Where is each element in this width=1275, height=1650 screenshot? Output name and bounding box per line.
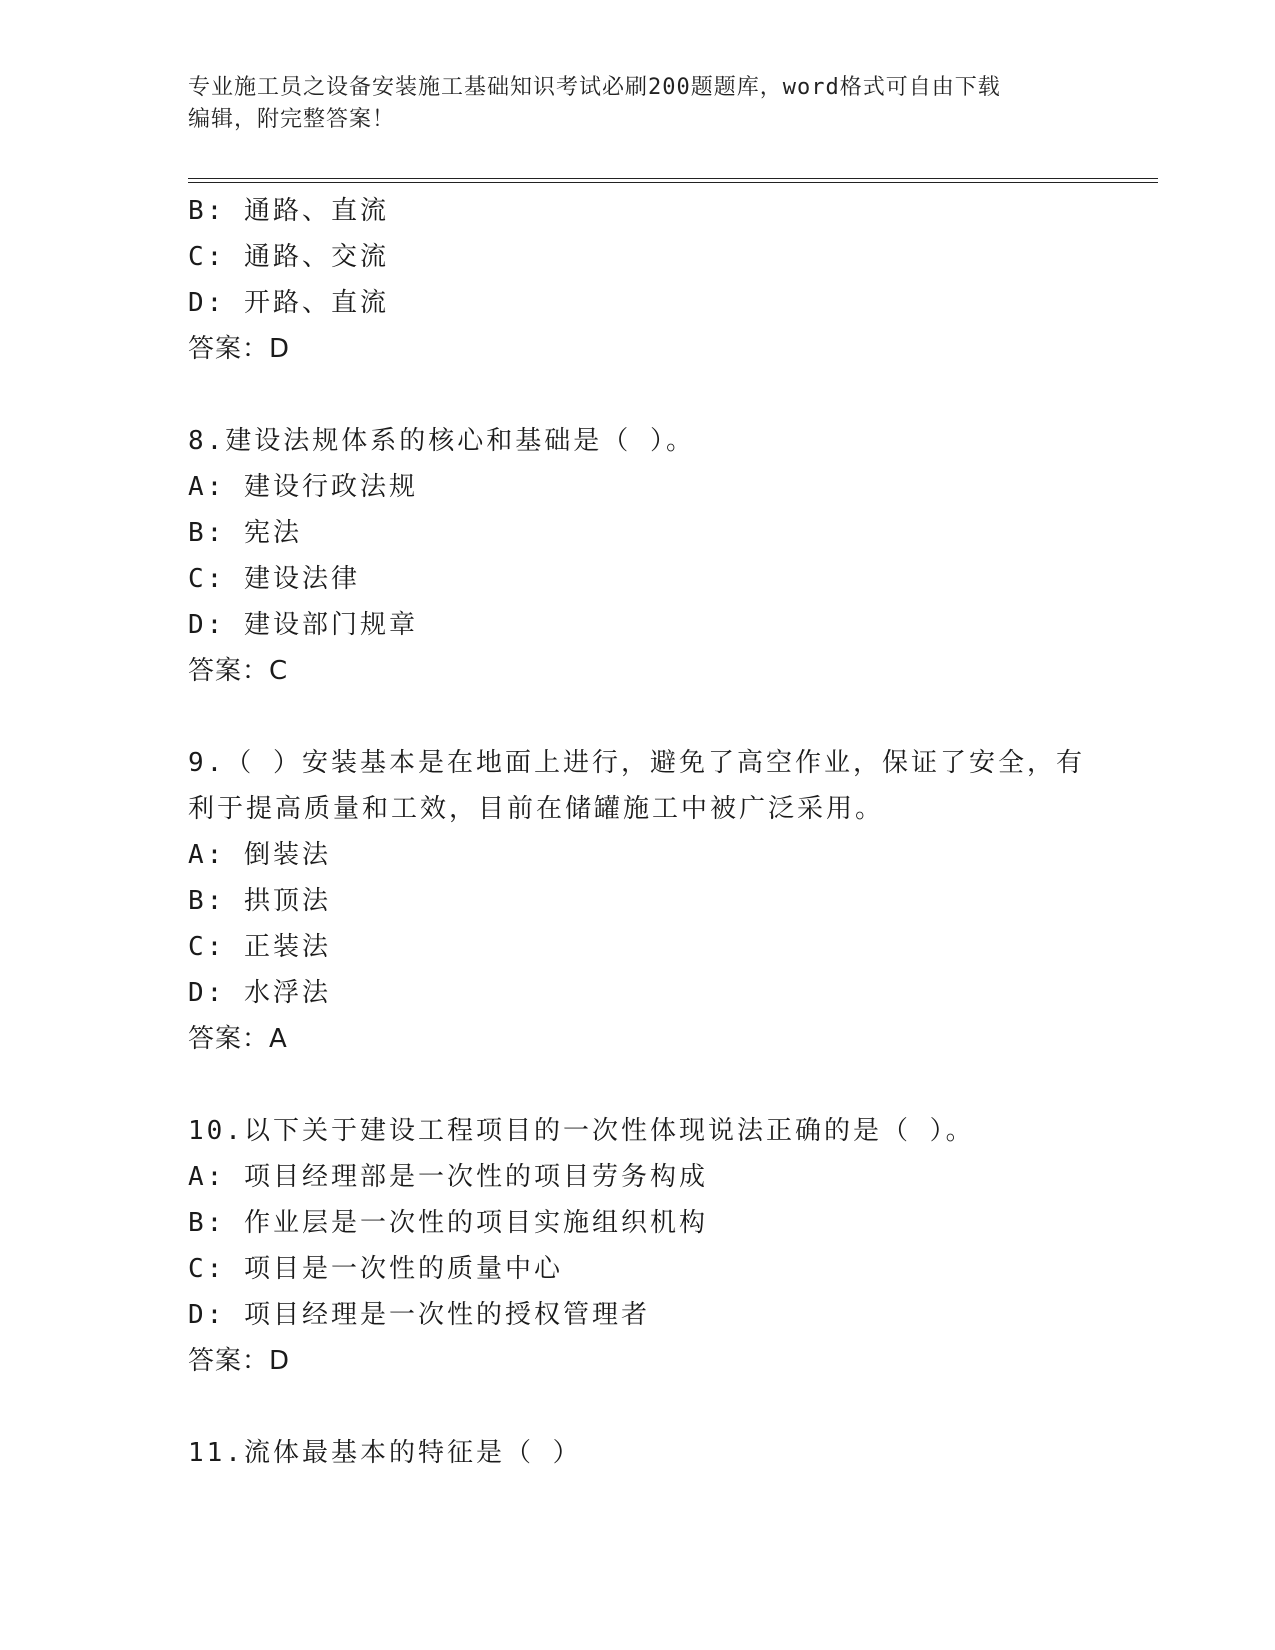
option-b [188, 510, 1088, 556]
answer: 答案：D [188, 1346, 291, 1376]
option-label: B: [188, 886, 226, 916]
option-text: 建设行政法规 [243, 472, 418, 502]
answer: 答案：D [188, 334, 291, 364]
question-stem: 11.流体最基本的特征是（ ） [188, 1438, 582, 1468]
answer: 答案：A [188, 1024, 288, 1054]
option-text: 正装法 [243, 932, 331, 962]
option-text: 拱顶法 [243, 886, 331, 916]
option-text: 倒装法 [243, 840, 331, 870]
option-label: D: [188, 978, 226, 1008]
spacer [188, 1062, 1088, 1108]
option-label: C: [188, 564, 226, 594]
option-b [188, 878, 1088, 924]
option-label: A: [188, 472, 226, 502]
option-label: A: [188, 840, 226, 870]
answer: 答案：C [188, 656, 289, 686]
option-c [188, 1246, 1088, 1292]
question-9 [188, 740, 1088, 1062]
option-a [188, 464, 1088, 510]
option-text: 通路、直流 [243, 196, 389, 226]
question-7 [188, 188, 1088, 372]
option-d [188, 970, 1088, 1016]
option-text: 水浮法 [243, 978, 331, 1008]
question-stem: 8.建设法规体系的核心和基础是（ ）。 [188, 426, 695, 456]
option-text: 建设法律 [243, 564, 360, 594]
question-8 [188, 418, 1088, 694]
option-label: D: [188, 1300, 226, 1330]
option-d [188, 602, 1088, 648]
option-text: 通路、交流 [243, 242, 389, 272]
option-a [188, 832, 1088, 878]
question-stem-line-2: 利于提高质量和工效，目前在储罐施工中被广泛采用。 [188, 794, 885, 824]
option-label: C: [188, 242, 226, 272]
question-stem-line-1: 9.（ ）安装基本是在地面上进行，避免了高空作业，保证了安全，有 [188, 748, 1085, 778]
header-divider-top [188, 178, 1158, 179]
option-label: C: [188, 1254, 226, 1284]
option-c [188, 924, 1088, 970]
option-text: 项目经理部是一次性的项目劳务构成 [243, 1162, 708, 1192]
question-stem: 10.以下关于建设工程项目的一次性体现说法正确的是（ ）。 [188, 1116, 975, 1146]
spacer [188, 372, 1088, 418]
question-content [188, 188, 1088, 1476]
option-label: C: [188, 932, 226, 962]
header-line-1: 专业施工员之设备安装施工基础知识考试必刷200题题库，word格式可自由下载 [188, 75, 1001, 100]
option-text: 项目经理是一次性的授权管理者 [243, 1300, 650, 1330]
spacer [188, 1384, 1088, 1430]
document-header [188, 72, 1088, 136]
spacer [188, 694, 1088, 740]
option-d [188, 280, 1088, 326]
option-c [188, 556, 1088, 602]
option-label: B: [188, 518, 226, 548]
option-label: B: [188, 196, 226, 226]
option-b [188, 188, 1088, 234]
header-line-2: 编辑，附完整答案！ [188, 107, 396, 132]
option-label: D: [188, 610, 226, 640]
question-10 [188, 1108, 1088, 1384]
option-b [188, 1200, 1088, 1246]
option-label: A: [188, 1162, 226, 1192]
header-divider-bottom [188, 182, 1158, 183]
option-d [188, 1292, 1088, 1338]
option-text: 项目是一次性的质量中心 [243, 1254, 563, 1284]
option-label: B: [188, 1208, 226, 1238]
question-11 [188, 1430, 1088, 1476]
option-text: 建设部门规章 [243, 610, 418, 640]
option-text: 作业层是一次性的项目实施组织机构 [243, 1208, 708, 1238]
option-c [188, 234, 1088, 280]
option-a [188, 1154, 1088, 1200]
option-label: D: [188, 288, 226, 318]
option-text: 开路、直流 [243, 288, 389, 318]
option-text: 宪法 [243, 518, 302, 548]
